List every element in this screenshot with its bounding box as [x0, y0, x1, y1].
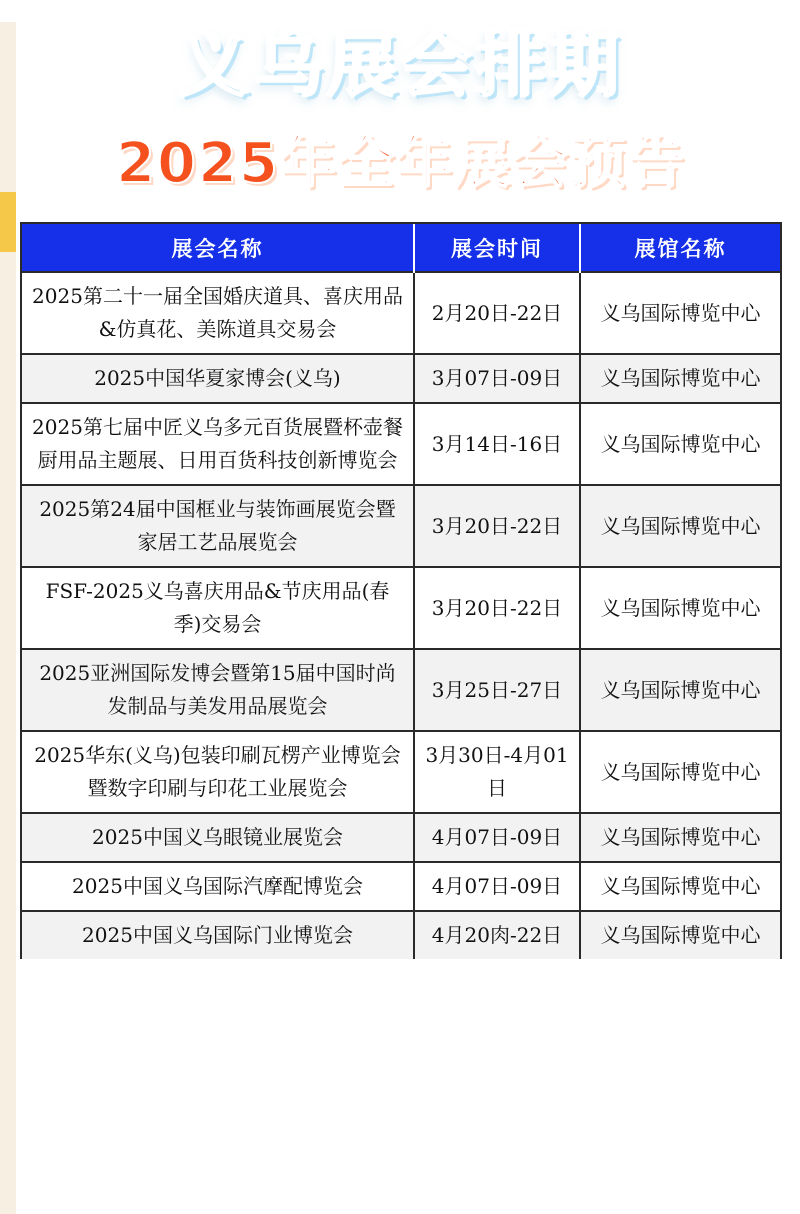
cell-venue: 义乌国际博览中心	[580, 485, 780, 567]
cell-date: 3月25日-27日	[414, 649, 580, 731]
table-row	[22, 649, 780, 731]
cell-name: 2025中国华夏家博会(义乌)	[22, 354, 414, 403]
cell-venue: 义乌国际博览中心	[580, 813, 780, 862]
cell-venue: 义乌国际博览中心	[580, 272, 780, 354]
cell-name: 2025第24届中国框业与装饰画展览会暨家居工艺品展览会	[22, 485, 414, 567]
column-header-date: 展会时间	[414, 224, 580, 272]
cell-name: FSF-2025义乌喜庆用品&节庆用品(春季)交易会	[22, 567, 414, 649]
table-row	[22, 813, 780, 862]
cell-name: 2025中国义乌眼镜业展览会	[22, 813, 414, 862]
cell-date: 3月14日-16日	[414, 403, 580, 485]
cell-name: 2025亚洲国际发博会暨第15届中国时尚发制品与美发用品展览会	[22, 649, 414, 731]
cell-date: 4月20肉-22日	[414, 911, 580, 959]
cell-date: 3月30日-4月01日	[414, 731, 580, 813]
exhibition-schedule-table	[20, 222, 782, 959]
cell-date: 3月20日-22日	[414, 567, 580, 649]
cell-name: 2025第七届中匠义乌多元百货展暨杯壶餐厨用品主题展、日用百货科技创新博览会	[22, 403, 414, 485]
column-header-venue: 展馆名称	[580, 224, 780, 272]
cell-venue: 义乌国际博览中心	[580, 862, 780, 911]
cell-name: 2025中国义乌国际汽摩配博览会	[22, 862, 414, 911]
cell-date: 4月07日-09日	[414, 862, 580, 911]
table-row	[22, 862, 780, 911]
table-header-row	[22, 224, 780, 272]
cell-venue: 义乌国际博览中心	[580, 649, 780, 731]
table-row	[22, 403, 780, 485]
cell-date: 4月07日-09日	[414, 813, 580, 862]
cell-venue: 义乌国际博览中心	[580, 911, 780, 959]
table-row	[22, 567, 780, 649]
page-subtitle: 2025年全年展会预告	[116, 131, 686, 196]
cell-name: 2025中国义乌国际门业博览会	[22, 911, 414, 959]
cell-venue: 义乌国际博览中心	[580, 403, 780, 485]
table-row	[22, 272, 780, 354]
cell-venue: 义乌国际博览中心	[580, 354, 780, 403]
table-row	[22, 911, 780, 959]
cell-venue: 义乌国际博览中心	[580, 731, 780, 813]
cell-date: 3月20日-22日	[414, 485, 580, 567]
table-row	[22, 354, 780, 403]
table-row	[22, 485, 780, 567]
cell-date: 3月07日-09日	[414, 354, 580, 403]
table-row	[22, 731, 780, 813]
column-header-name: 展会名称	[22, 224, 414, 272]
page-title: 义乌展会排期	[179, 24, 623, 106]
cell-venue: 义乌国际博览中心	[580, 567, 780, 649]
cell-date: 2月20日-22日	[414, 272, 580, 354]
cell-name: 2025第二十一届全国婚庆道具、喜庆用品&仿真花、美陈道具交易会	[22, 272, 414, 354]
cell-name: 2025华东(义乌)包装印刷瓦楞产业博览会暨数字印刷与印花工业展览会	[22, 731, 414, 813]
table-body	[22, 272, 780, 959]
poster-page	[0, 22, 800, 1214]
